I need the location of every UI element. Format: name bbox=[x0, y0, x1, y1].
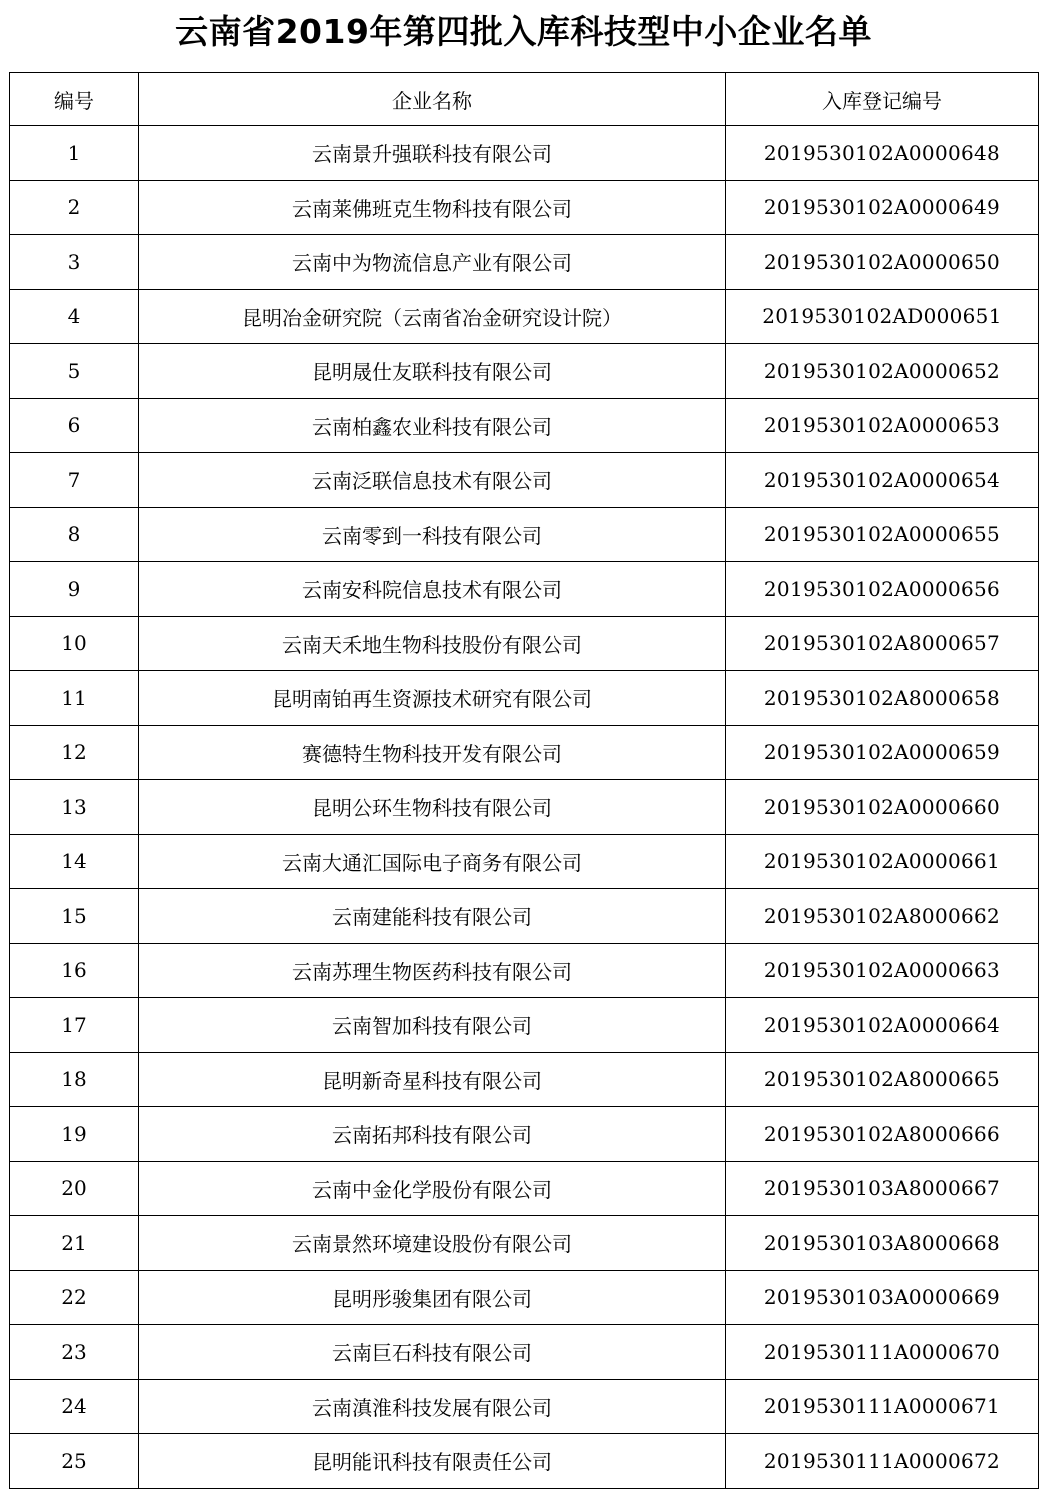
row-number: 11 bbox=[10, 671, 139, 726]
table-row bbox=[10, 780, 1039, 835]
enterprise-name: 云南拓邦科技有限公司 bbox=[139, 1107, 726, 1162]
enterprise-name: 云南天禾地生物科技股份有限公司 bbox=[139, 616, 726, 671]
registration-code: 2019530102A0000650 bbox=[726, 235, 1039, 290]
row-number: 9 bbox=[10, 562, 139, 617]
registration-code: 2019530102A8000658 bbox=[726, 671, 1039, 726]
enterprise-name: 云南滇淮科技发展有限公司 bbox=[139, 1379, 726, 1434]
registration-code: 2019530102A0000653 bbox=[726, 398, 1039, 453]
table-row bbox=[10, 562, 1039, 617]
row-number: 21 bbox=[10, 1216, 139, 1271]
row-number: 18 bbox=[10, 1052, 139, 1107]
enterprise-name: 云南莱佛班克生物科技有限公司 bbox=[139, 180, 726, 235]
table-row bbox=[10, 1434, 1039, 1489]
header-enterprise-name: 企业名称 bbox=[139, 73, 726, 126]
enterprise-name: 云南泛联信息技术有限公司 bbox=[139, 453, 726, 508]
registration-code: 2019530102A0000661 bbox=[726, 834, 1039, 889]
enterprise-name: 云南景然环境建设股份有限公司 bbox=[139, 1216, 726, 1271]
table-header-row bbox=[10, 73, 1039, 126]
row-number: 7 bbox=[10, 453, 139, 508]
row-number: 23 bbox=[10, 1325, 139, 1380]
registration-code: 2019530111A0000670 bbox=[726, 1325, 1039, 1380]
registration-code: 2019530103A8000668 bbox=[726, 1216, 1039, 1271]
enterprise-name: 云南中为物流信息产业有限公司 bbox=[139, 235, 726, 290]
row-number: 17 bbox=[10, 998, 139, 1053]
registration-code: 2019530102AD000651 bbox=[726, 289, 1039, 344]
row-number: 25 bbox=[10, 1434, 139, 1489]
table-row bbox=[10, 398, 1039, 453]
registration-code: 2019530111A0000672 bbox=[726, 1434, 1039, 1489]
row-number: 24 bbox=[10, 1379, 139, 1434]
registration-code: 2019530102A0000663 bbox=[726, 943, 1039, 998]
table-row bbox=[10, 126, 1039, 181]
table-row bbox=[10, 943, 1039, 998]
registration-code: 2019530103A0000669 bbox=[726, 1270, 1039, 1325]
registration-code: 2019530102A8000666 bbox=[726, 1107, 1039, 1162]
table-row bbox=[10, 1216, 1039, 1271]
row-number: 14 bbox=[10, 834, 139, 889]
table-body bbox=[10, 126, 1039, 1489]
row-number: 22 bbox=[10, 1270, 139, 1325]
registration-code: 2019530102A0000652 bbox=[726, 344, 1039, 399]
table-row bbox=[10, 1052, 1039, 1107]
enterprise-name: 云南建能科技有限公司 bbox=[139, 889, 726, 944]
registration-code: 2019530102A0000648 bbox=[726, 126, 1039, 181]
registration-code: 2019530103A8000667 bbox=[726, 1161, 1039, 1216]
row-number: 3 bbox=[10, 235, 139, 290]
row-number: 19 bbox=[10, 1107, 139, 1162]
table-row bbox=[10, 889, 1039, 944]
registration-code: 2019530102A0000654 bbox=[726, 453, 1039, 508]
table-row bbox=[10, 1325, 1039, 1380]
enterprise-name: 赛德特生物科技开发有限公司 bbox=[139, 725, 726, 780]
page-title: 云南省2019年第四批入库科技型中小企业名单 bbox=[175, 12, 872, 51]
enterprise-name: 昆明新奇星科技有限公司 bbox=[139, 1052, 726, 1107]
table-row bbox=[10, 235, 1039, 290]
table-row bbox=[10, 616, 1039, 671]
enterprise-name: 云南柏鑫农业科技有限公司 bbox=[139, 398, 726, 453]
table-row bbox=[10, 1379, 1039, 1434]
enterprise-table bbox=[9, 72, 1039, 1489]
table-row bbox=[10, 1161, 1039, 1216]
row-number: 8 bbox=[10, 507, 139, 562]
row-number: 20 bbox=[10, 1161, 139, 1216]
registration-code: 2019530102A8000665 bbox=[726, 1052, 1039, 1107]
row-number: 4 bbox=[10, 289, 139, 344]
row-number: 1 bbox=[10, 126, 139, 181]
row-number: 16 bbox=[10, 943, 139, 998]
table-row bbox=[10, 1107, 1039, 1162]
enterprise-name: 云南中金化学股份有限公司 bbox=[139, 1161, 726, 1216]
header-registration-code: 入库登记编号 bbox=[726, 73, 1039, 126]
registration-code: 2019530102A0000655 bbox=[726, 507, 1039, 562]
enterprise-name: 昆明南铂再生资源技术研究有限公司 bbox=[139, 671, 726, 726]
header-number: 编号 bbox=[10, 73, 139, 126]
row-number: 6 bbox=[10, 398, 139, 453]
row-number: 10 bbox=[10, 616, 139, 671]
enterprise-name: 云南智加科技有限公司 bbox=[139, 998, 726, 1053]
enterprise-name: 昆明晟仕友联科技有限公司 bbox=[139, 344, 726, 399]
row-number: 5 bbox=[10, 344, 139, 399]
registration-code: 2019530102A0000660 bbox=[726, 780, 1039, 835]
table-row bbox=[10, 671, 1039, 726]
row-number: 13 bbox=[10, 780, 139, 835]
enterprise-name: 云南安科院信息技术有限公司 bbox=[139, 562, 726, 617]
table-row bbox=[10, 834, 1039, 889]
enterprise-name: 云南苏理生物医药科技有限公司 bbox=[139, 943, 726, 998]
registration-code: 2019530102A0000659 bbox=[726, 725, 1039, 780]
table-row bbox=[10, 998, 1039, 1053]
table-row bbox=[10, 180, 1039, 235]
enterprise-name: 云南巨石科技有限公司 bbox=[139, 1325, 726, 1380]
registration-code: 2019530102A0000656 bbox=[726, 562, 1039, 617]
table-row bbox=[10, 1270, 1039, 1325]
registration-code: 2019530102A0000664 bbox=[726, 998, 1039, 1053]
registration-code: 2019530102A0000649 bbox=[726, 180, 1039, 235]
table-row bbox=[10, 453, 1039, 508]
enterprise-name: 昆明冶金研究院（云南省冶金研究设计院） bbox=[139, 289, 726, 344]
registration-code: 2019530102A8000662 bbox=[726, 889, 1039, 944]
row-number: 15 bbox=[10, 889, 139, 944]
enterprise-name: 云南零到一科技有限公司 bbox=[139, 507, 726, 562]
enterprise-name: 昆明公环生物科技有限公司 bbox=[139, 780, 726, 835]
table-row bbox=[10, 344, 1039, 399]
row-number: 2 bbox=[10, 180, 139, 235]
enterprise-name: 昆明能讯科技有限责任公司 bbox=[139, 1434, 726, 1489]
table-row bbox=[10, 507, 1039, 562]
table-row bbox=[10, 725, 1039, 780]
enterprise-name: 云南景升强联科技有限公司 bbox=[139, 126, 726, 181]
enterprise-name: 云南大通汇国际电子商务有限公司 bbox=[139, 834, 726, 889]
row-number: 12 bbox=[10, 725, 139, 780]
enterprise-name: 昆明彤骏集团有限公司 bbox=[139, 1270, 726, 1325]
registration-code: 2019530111A0000671 bbox=[726, 1379, 1039, 1434]
table-row bbox=[10, 289, 1039, 344]
registration-code: 2019530102A8000657 bbox=[726, 616, 1039, 671]
